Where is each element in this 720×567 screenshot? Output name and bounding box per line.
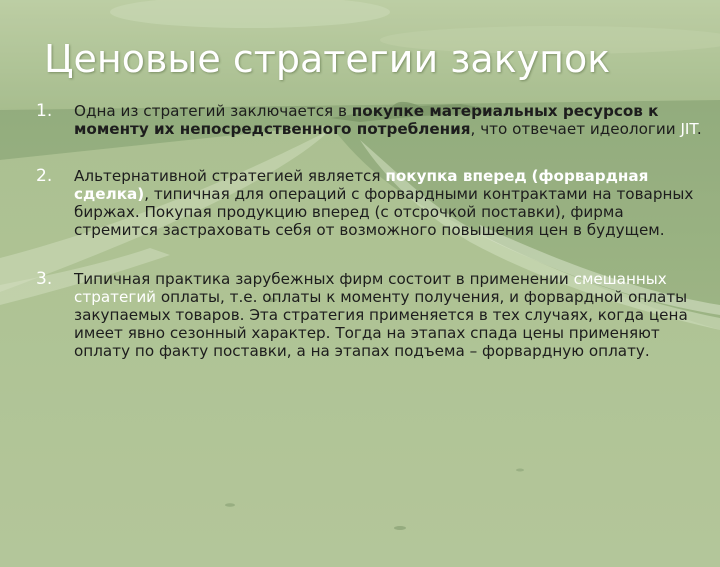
list-item — [36, 102, 712, 138]
item-text: , что отвечает идеологии — [470, 120, 681, 138]
item-highlight-white: смешанных стратегий — [74, 270, 667, 306]
list-number: 3. — [36, 269, 53, 289]
item-highlight-white: JIT — [680, 120, 697, 138]
list-item — [36, 167, 712, 239]
item-text: Альтернативной стратегией является — [74, 167, 386, 185]
list-item — [36, 270, 712, 360]
item-text: Типичная практика зарубежных фирм состоит в применении — [74, 270, 574, 288]
slide-title: Ценовые стратегии закупок — [44, 37, 611, 81]
list-number: 2. — [36, 166, 53, 186]
item-highlight-white: покупка вперед — [385, 167, 527, 185]
strategy-list — [36, 100, 712, 360]
item-text: . — [696, 120, 702, 138]
item-text: оплаты, т.е. оплаты к моменту получения, и форвардной оплаты закупаемых товаров. Эта стратегия применяется в тех случаях, когда цена имеет явно сезонный характер. Тогда на этапах спада цены применяют оплату по факту поставки, а на этапах подъема – форвардную оплату. — [74, 288, 688, 360]
item-highlight-white: (форвардная сделка) — [74, 167, 649, 203]
item-text: , типичная для операций с форвардными контрактами на товарных биржах. Покупая продукцию вперед (с отсрочкой поставки), фирма стремится застраховать себя от возможного повышения цен в будущем. — [74, 185, 694, 239]
list-number: 1. — [36, 101, 53, 121]
item-highlight: покупке материальных ресурсов к моменту их непосредственного потребления — [74, 102, 659, 138]
item-text: Одна из стратегий заключается в — [74, 102, 352, 120]
